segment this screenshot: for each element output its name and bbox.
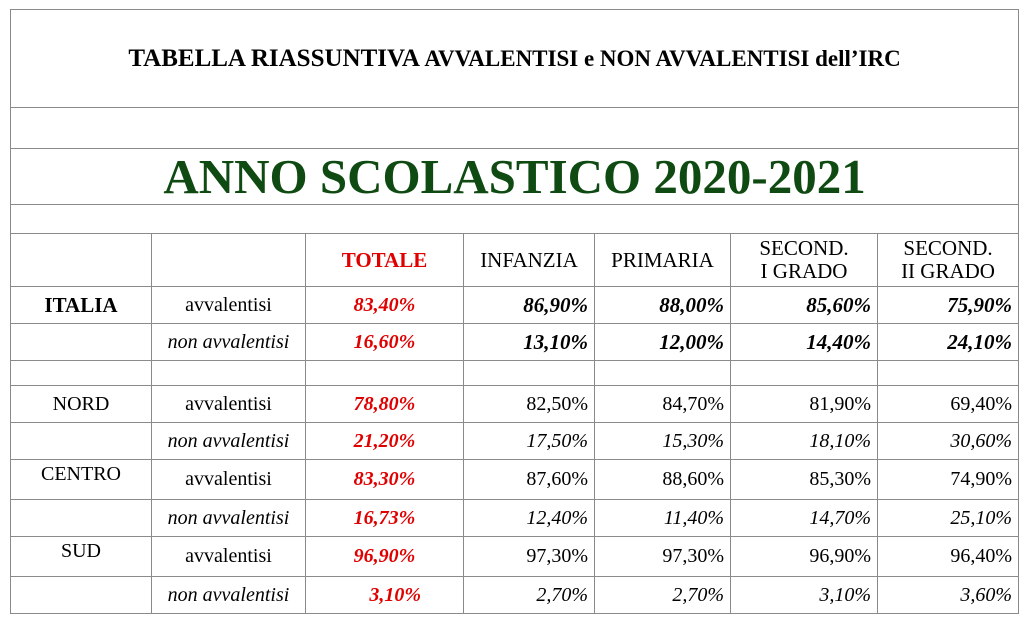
totale-cell: 16,73% [306,500,464,537]
second-ii-cell: 25,10% [878,500,1019,537]
primaria-cell: 11,40% [595,500,731,537]
table-row [11,423,1019,460]
second-ii-cell: 75,90% [878,287,1019,324]
table-title-rest: AVVALENTISI e NON AVVALENTISI dell’IRC [419,45,901,71]
infanzia-cell: 87,60% [464,460,595,500]
primaria-cell: 15,30% [595,423,731,460]
zone-cell: SUD [11,537,152,577]
header-totale: TOTALE [306,234,464,287]
primaria-cell: 12,00% [595,324,731,361]
label-cell: non avvalentisi [152,423,306,460]
label-cell: avvalentisi [152,386,306,423]
totale-cell: 3,10% [306,577,464,614]
spacer-row [11,108,1019,149]
label-cell: avvalentisi [152,460,306,500]
totale-cell: 83,30% [306,460,464,500]
second-i-cell: 18,10% [731,423,878,460]
zone-cell: CENTRO [11,460,152,500]
header-empty-label [152,234,306,287]
infanzia-cell: 12,40% [464,500,595,537]
label-cell: non avvalentisi [152,500,306,537]
table-row [11,287,1019,324]
header-second-ii-line1: SECOND. [903,236,993,260]
table-row [11,500,1019,537]
second-i-cell: 14,70% [731,500,878,537]
table-title [11,10,1019,108]
table-row [11,324,1019,361]
second-i-cell: 85,60% [731,287,878,324]
label-cell: non avvalentisi [152,577,306,614]
header-second-i-grado [731,234,878,287]
infanzia-cell: 86,90% [464,287,595,324]
second-i-cell: 3,10% [731,577,878,614]
label-cell: avvalentisi [152,537,306,577]
summary-table [10,9,1019,614]
totale-cell: 96,90% [306,537,464,577]
zone-cell: ITALIA [11,287,152,324]
header-second-i-line1: SECOND. [759,236,849,260]
primaria-cell: 88,00% [595,287,731,324]
table-row [11,460,1019,500]
primaria-cell: 88,60% [595,460,731,500]
table-row [11,577,1019,614]
header-second-ii-grado [878,234,1019,287]
header-empty-zone [11,234,152,287]
infanzia-cell: 82,50% [464,386,595,423]
zone-cell [11,500,152,537]
empty-row [11,361,1019,386]
infanzia-cell: 97,30% [464,537,595,577]
school-year-title: ANNO SCOLASTICO 2020-2021 [11,149,1019,205]
primaria-cell: 84,70% [595,386,731,423]
second-ii-cell: 30,60% [878,423,1019,460]
infanzia-cell: 2,70% [464,577,595,614]
totale-cell: 83,40% [306,287,464,324]
second-ii-cell: 69,40% [878,386,1019,423]
second-ii-cell: 24,10% [878,324,1019,361]
zone-cell [11,324,152,361]
infanzia-cell: 17,50% [464,423,595,460]
second-ii-cell: 74,90% [878,460,1019,500]
second-i-cell: 96,90% [731,537,878,577]
header-second-i-line2: I GRADO [760,259,848,283]
zone-cell [11,423,152,460]
totale-cell: 21,20% [306,423,464,460]
second-i-cell: 81,90% [731,386,878,423]
header-infanzia: INFANZIA [464,234,595,287]
infanzia-cell: 13,10% [464,324,595,361]
summary-sheet [10,9,1018,624]
zone-cell: NORD [11,386,152,423]
label-cell: non avvalentisi [152,324,306,361]
totale-cell: 78,80% [306,386,464,423]
label-cell: avvalentisi [152,287,306,324]
table-row [11,386,1019,423]
second-i-cell: 85,30% [731,460,878,500]
table-title-main: TABELLA RIASSUNTIVA [128,44,420,72]
second-ii-cell: 96,40% [878,537,1019,577]
totale-cell: 16,60% [306,324,464,361]
table-row [11,537,1019,577]
spacer-row [11,205,1019,234]
primaria-cell: 97,30% [595,537,731,577]
second-ii-cell: 3,60% [878,577,1019,614]
primaria-cell: 2,70% [595,577,731,614]
zone-cell [11,577,152,614]
second-i-cell: 14,40% [731,324,878,361]
header-row [11,234,1019,287]
header-primaria: PRIMARIA [595,234,731,287]
header-second-ii-line2: II GRADO [901,259,995,283]
